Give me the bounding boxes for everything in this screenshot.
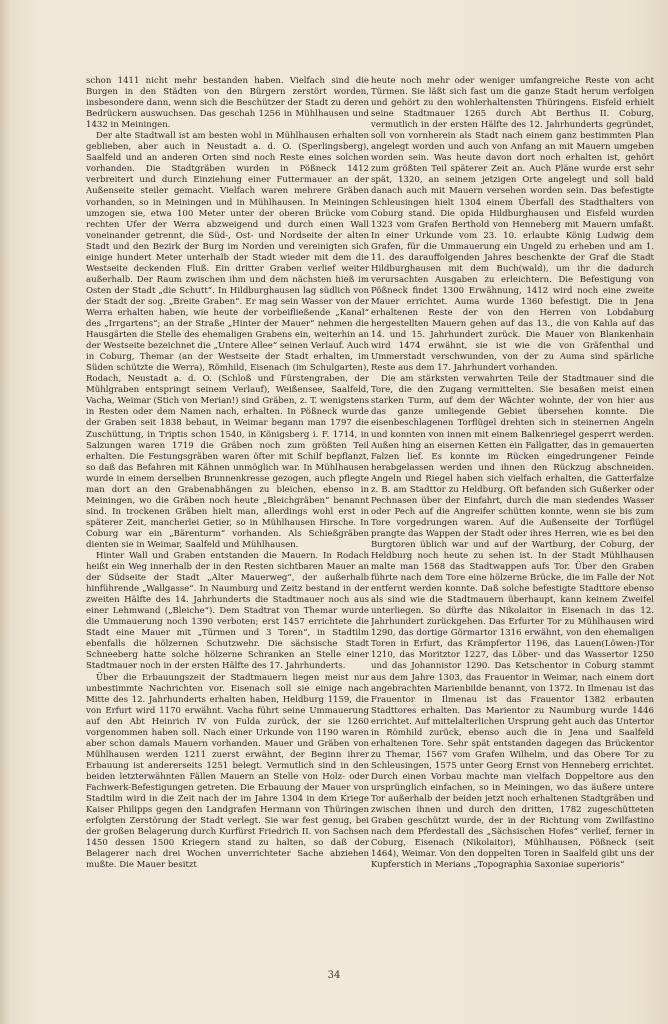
paragraph: Hinter Wall und Graben entstanden die Mauern. In Rodach heißt ein Weg innerhalb der in den Resten sichtbaren Mauer an der Südseite der Stadt „Alter Mauerweg“, der außerhalb hinführende „Wallgasse“. In Naumburg und Zeitz bestand in der zweiten Hälfte des 14. Jahrhunderts die Stadtmauer noch aus einer Lehmwand („Bleiche“). Dem Stadtrat von Themar wurde die Ummauerung noch 1390 verboten; erst 1457 errichtete die Stadt eine Mauer mit „Türmen und 3 Toren“, in Stadtilm ebenfalls die hölzernen Schutzwehr. Die sächsische Stadt Schneeberg hatte solche hölzerne Schranken an Stelle einer Stadtmauer noch in der ersten Hälfte des 17. Jahrhunderts. bbox=[86, 551, 369, 672]
right-text-column bbox=[371, 76, 654, 956]
paragraph: Über die Erbauungszeit der Stadtmauern liegen meist nur unbestimmte Nachrichten vor. Eisenach soll sie einige nach Mitte des 12. Jahrhunderts erhalten haben, Heldburg 1159, die von Erfurt wird 1170 erwähnt. Vacha führt seine Ummauerung auf den Abt Heinrich IV von Fulda zurück, der sie 1260 vorgenommen haben soll. Nach einer Urkunde von 1190 waren aber schon damals Mauern vorhanden. Mauer und Gräben von Mühlhausen werden 1211 zuerst erwähnt, der Beginn ihrer Erbauung ist andererseits 1251 belegt. Vermutlich sind in den beiden letzterwähnten Fällen Mauern an Stelle von Holz- oder Fachwerk-Befestigungen getreten. Die Erbauung der Mauer von Stadtilm wird in die Zeit nach der im Jahre 1304 in dem Kriege Kaiser Philipps gegen den Landgrafen Hermann von Thüringen erfolgten Zerstörung der Stadt verlegt. Sie war fest genug, bei der großen Belagerung durch Kurfürst Friedrich II. von Sachsen 1450 dessen 1500 Kriegern stand zu halten, so daß der Belagerer nach drei Wochen unverrichteter Sache abziehen mußte. Die Mauer besitzt bbox=[86, 672, 369, 871]
paragraph: Die am stärksten verwahrten Teile der Stadtmauer sind die Tore, die den Zugang vermittelten. Sie besaßen meist einen starken Turm, auf dem der Wächter wohnte, der von hier aus das ganze umliegende Gebiet übersehen konnte. Die eisenbeschlagenen Torflügel drehten sich in steinernen Angeln und konnten von innen mit einem Balkenriegel gesperrt werden. Außen hing an eisernen Ketten ein Fallgatter, das in gemauerten Falzen lief. Es konnte im Rücken eingedrungener Feinde herabgelassen werden und ihnen den Rückzug abschneiden. Angeln und Riegel haben sich vielfach erhalten, die Gatterfalze z. B. am Stadttor zu Heldburg. Oft befanden sich Gußerker oder Pechnasen über der Einfahrt, durch die man siedendes Wasser oder Pech auf die Angreifer schütten konnte, wenn sie bis zum Tore vorgedrungen waren. Auf die Außenseite der Torflügel prangte das Wappen der Stadt oder ihres Herren, wie es bei den Burgtoren üblich war und auf der Wartburg, der Coburg, der Heldburg noch heute zu sehen ist. In der Stadt Mühlhausen malte man 1568 das Stadtwappen aufs Tor. Über den Graben führte nach dem Tore eine hölzerne Brücke, die im Falle der Not entfernt werden konnte. Daß solche befestigte Stadttore ebenso als sind wie die Stadtmauern überhaupt, kann keinem Zweifel unterliegen. So dürfte das Nikolaitor in Eisenach in das 12. Jahrhundert zurückgehen. Das Erfurter Tor zu Mühlhausen wird 1290, das dortige Görmartor 1316 erwähnt, von den ehemaligen Toren in Erfurt, das Krämpfertor 1196, das Lauen(Löwen-)Tor 1210, das Moritztor 1227, das Löber- und das Wassertor 1250 und das Johannistor 1290. Das Ketschentor in Coburg stammt aus dem Jahre 1303, das Frauentor in Weimar, nach einem dort angebrachten Marienbilde benannt, von 1372. In Ilmenau ist das Frauentor in Ilmenau ist das Frauentor 1382 erbauten Stadttores erhalten. Das Marientor zu Naumburg wurde 1446 errichtet. Auf mittelalterlichen Ursprung geht auch das Untertor in Römhild zurück, ebenso auch die in Jena und Saalfeld erhaltenen Tore. Sehr spät entstanden dagegen das Brückentor zu Themar, 1567 vom Grafen Wilhelm, und das Obere Tor zu Schleusingen, 1575 unter Georg Ernst von Henneberg errichtet. Durch einen Vorbau machte man vielfach Doppeltore aus den ursprünglich einfachen, so in Meiningen, wo das äußere untere Tor außerhalb der beiden jetzt noch erhaltenen Stadtgräben und zwischen ihnen und durch den dritten, 1782 zugeschütteten Graben geschützt wurde, der in der Richtung vom Zwilfastino nach dem Pferdestall des „Sächsischen Hofes“ verlief, ferner in Coburg, Eisenach (Nikolaitor), Mühlhausen, Pößneck (seit 1464), Weimar. Von den doppelten Toren in Saalfeld gibt uns der Kupferstich in Merians „Topographia Saxoniae superioris“ bbox=[371, 374, 654, 871]
binding-shadow bbox=[0, 0, 10, 1024]
left-text-column bbox=[86, 76, 369, 956]
paragraph: schon 1411 nicht mehr bestanden haben. Vielfach sind die Burgen in den Städten von den Bürgern zerstört worden, insbesondere dann, wenn sich die Beschützer der Stadt zu deren Bedrückern auswuchsen. Das geschah 1256 in Mühlhausen und 1432 in Meiningen. bbox=[86, 76, 369, 131]
paragraph: Der alte Stadtwall ist am besten wohl in Mühlhausen erhalten geblieben, aber auch in Neustadt a. d. O. (Sperlingsberg), Saalfeld und an anderen Orten sind noch Reste eines solchen vorhanden. Die Stadtgräben wurden in Pößneck 1412 verbreitert und durch Einziehung einer Futtermauer an der Außenseite steiler gemacht. Vielfach waren mehrere Gräben vorhanden, so in Meiningen und in Mühlhausen. In Meiningen umzogen sie, etwa 100 Meter unter der oberen Brücke vom rechten Ufer der Werra abzweigend und durch einen Wall voneinander getrennt, die Süd-, Ost- und Nordseite der alten Stadt und den Bezirk der Burg im Norden und vereinigten sich einige hundert Meter unterhalb der Stadt wieder mit dem die Westseite deckenden Fluß. Ein dritter Graben verlief weiter außerhalb. Der Raum zwischen ihm und dem nächsten hieß im Osten der Stadt „die Schutt“. In Hildburghausen lag südlich von der Stadt der sog. „Breite Graben“. Er mag sein Wasser von der Werra erhalten haben, wie heute der vorbeifließende „Kanal“ des „Irrgartens“; an der Straße „Hinter der Mauer“ nehmen die Hausgärten die Stelle des ehemaligen Grabens ein, weiterhin an der Westseite bezeichnet die „Untere Allee“ seinen Verlauf. Auch in Coburg, Themar (an der Westseite der Stadt erhalten, im Süden schützte die Werra), Römhild, Eisenach (im Schulgarten), Rodach, Neustadt a. d. O. (Schloß und Fürstengraben, der Mühlgraben entspringt seinem Verlauf), Weißensee, Saalfeld, Vacha, Weimar (Stich von Merian!) sind Gräben, z. T. wenigstens in Resten oder dem Namen nach, erhalten. In Pößneck wurde der Graben seit 1838 bebaut, in Weimar begann man 1797 die Zuschüttung, in Triptis schon 1540, in Königsberg i. F. 1714, in Salzungen waren 1719 die Gräben noch zum größten Teil erhalten. Die Festungsgräben waren öfter mit Schilf bepflanzt, so daß das Befahren mit Kähnen unmöglich war. In Mühlhausen wurde in einem derselben Brunnenkresse gezogen, auch pflegte man dort an den Grabenabhängen zu bleichen, ebenso in Meiningen, wo die Gräben noch heute „Bleichgräben“ benannt sind. In trockenen Gräben hielt man, allerdings wohl erst in späterer Zeit, mancherlei Getier, so in Mühlhausen Hirsche. In Coburg war ein „Bärenturm“ vorhanden. Als Schießgräben dienten sie in Weimar, Saalfeld und Mühlhausen. bbox=[86, 131, 369, 550]
page-number: 34 bbox=[327, 970, 341, 981]
paragraph: heute noch mehr oder weniger umfangreiche Reste von acht Türmen. Sie läßt sich fast um die ganze Stadt herum verfolgen und gehört zu den wohlerhaltensten Thüringens. Eisfeld erhielt seine Stadtmauer 1265 durch Abt Berthus II. Coburg, vermutlich in der ersten Hälfte des 12. Jahrhunderts gegründet, soll von vornherein als Stadt nach einem ganz bestimmten Plan angelegt worden und auch von Anfang an mit Mauern umgeben worden sein. Was heute davon dort noch erhalten ist, gehört zum größten Teil späterer Zeit an. Auch Pläne wurde erst sehr spät, 1320, an seinem jetzigen Orte angelegt und soll bald danach auch mit Mauern versehen worden sein. Das befestigte Schleusingen hielt 1304 einem Überfall des Stadthalters von Coburg stand. Die opida Hildburghausen und Eisfeld wurden 1323 vom Grafen Berthold von Henneberg mit Mauern umfaßt. In einer Urkunde vom 23. 10. erlaubte König Ludwig dem Grafen, für die Ummauerung ein Ungeld zu erheben und am 1. 11. des darauffolgenden Jahres beschenkte der Graf die Stadt Hildburghausen mit dem Buch(wald), um ihr die dadurch verursachten Ausgaben zu erleichtern. Die Befestigung von Pößneck findet 1300 Erwähnung, 1412 wird noch eine zweite Mauer errichtet. Auma wurde 1360 befestigt. Die in Jena erhaltenen Reste der von den Herren von Lobdaburg hergestellten Mauern gehen auf das 13., die von Kahla auf das 14. und 15. Jahrhundert zurück. Die Mauer von Blankenhain wird 1474 erwähnt, sie ist wie die von Gräfenthal und Ummerstadt verschwunden, von der zu Auma sind spärliche Reste aus dem 17. Jahrhundert vorhanden. bbox=[371, 76, 654, 374]
